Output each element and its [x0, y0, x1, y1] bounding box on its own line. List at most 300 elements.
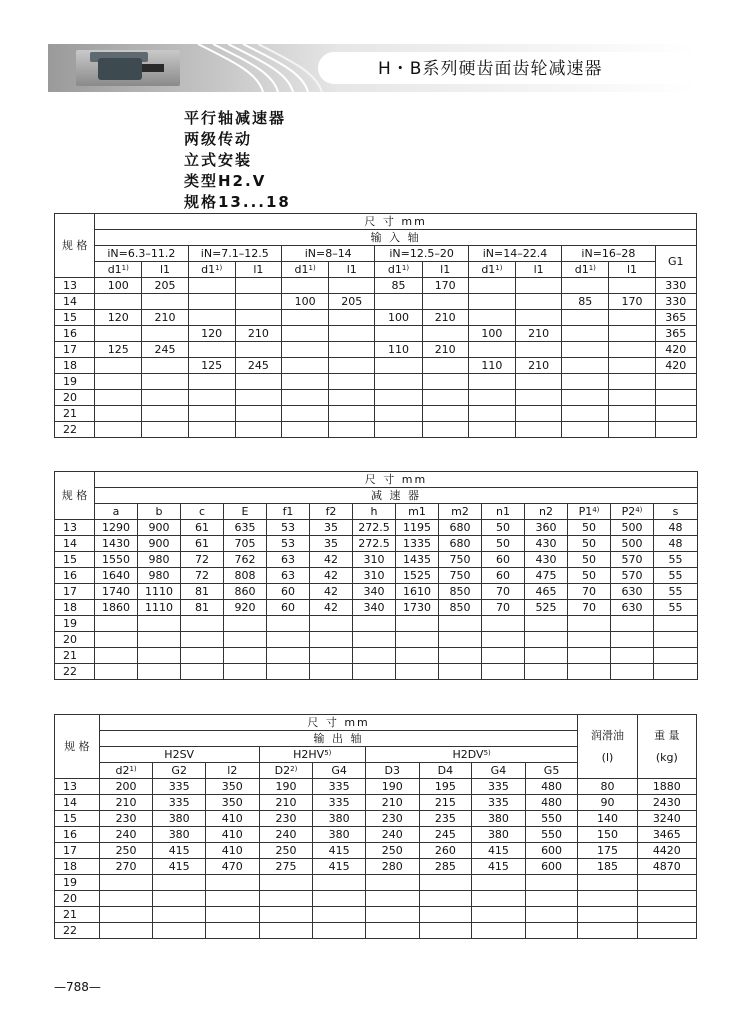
column-header	[353, 504, 396, 520]
column-symbol: d1	[107, 262, 122, 276]
value-cell	[422, 374, 468, 390]
value-cell	[525, 664, 568, 680]
column-header	[525, 504, 568, 520]
value-cell	[525, 907, 578, 923]
value-cell	[468, 310, 515, 326]
value-cell	[516, 310, 562, 326]
value-cell	[310, 648, 353, 664]
value-cell: 50	[568, 520, 611, 536]
footnote-ref: 5)	[483, 748, 491, 757]
value-cell: 210	[516, 326, 562, 342]
value-cell: 110	[468, 358, 515, 374]
value-cell: 53	[267, 520, 310, 536]
value-cell: 170	[609, 294, 655, 310]
size-cell: 20	[55, 891, 100, 907]
value-cell: 53	[267, 536, 310, 552]
value-cell: 310	[353, 568, 396, 584]
value-cell: 335	[313, 779, 366, 795]
value-cell: 70	[568, 600, 611, 616]
size-cell: 15	[55, 552, 95, 568]
value-cell	[259, 875, 313, 891]
value-cell	[142, 406, 188, 422]
column-header	[482, 504, 525, 520]
column-header	[568, 504, 611, 520]
value-cell: 900	[138, 520, 181, 536]
value-cell: 465	[525, 584, 568, 600]
value-cell: 270	[99, 859, 153, 875]
value-cell: 480	[525, 779, 578, 795]
column-symbol: a	[112, 504, 120, 518]
table-row	[55, 278, 697, 294]
value-cell	[153, 875, 206, 891]
value-cell: 850	[439, 584, 482, 600]
value-cell: 1110	[138, 584, 181, 600]
value-cell: 140	[578, 811, 637, 827]
value-cell: 420	[655, 358, 696, 374]
value-cell: 808	[224, 568, 267, 584]
value-cell: 750	[439, 568, 482, 584]
footnote-ref: 1)	[121, 263, 129, 272]
value-cell: 500	[611, 520, 654, 536]
size-cell: 14	[55, 536, 95, 552]
output-shaft-table	[54, 714, 697, 939]
value-cell	[611, 648, 654, 664]
value-cell	[235, 374, 281, 390]
size-cell: 19	[55, 374, 95, 390]
value-cell: 210	[516, 358, 562, 374]
d1-header	[375, 262, 422, 278]
value-cell: 630	[611, 584, 654, 600]
value-cell	[99, 891, 153, 907]
value-cell	[468, 294, 515, 310]
column-symbol: D2	[274, 763, 291, 777]
value-cell	[329, 406, 375, 422]
value-cell	[95, 406, 142, 422]
value-cell	[468, 342, 515, 358]
size-cell: 22	[55, 664, 95, 680]
table-row	[55, 875, 697, 891]
value-cell: 1880	[637, 779, 696, 795]
column-symbol: n2	[539, 504, 553, 518]
title-line: 平行轴减速器	[184, 109, 287, 127]
value-cell: 200	[99, 779, 153, 795]
value-cell: 240	[99, 827, 153, 843]
value-cell	[422, 294, 468, 310]
table-row	[55, 843, 697, 859]
value-cell	[396, 648, 439, 664]
value-cell: 350	[205, 779, 259, 795]
value-cell: 150	[578, 827, 637, 843]
value-cell: 430	[525, 536, 568, 552]
value-cell: 60	[267, 600, 310, 616]
column-header	[310, 504, 353, 520]
value-cell	[468, 278, 515, 294]
column-symbol: d2	[115, 763, 130, 777]
value-cell: 310	[353, 552, 396, 568]
value-cell: 205	[142, 278, 188, 294]
footnote-ref: 4)	[635, 505, 643, 514]
value-cell	[375, 422, 422, 438]
value-cell: 210	[99, 795, 153, 811]
value-cell	[472, 923, 526, 939]
value-cell: 85	[562, 294, 609, 310]
value-cell	[235, 422, 281, 438]
value-cell: 410	[205, 843, 259, 859]
table-row	[55, 648, 698, 664]
d1-header	[188, 262, 235, 278]
column-header	[138, 504, 181, 520]
value-cell: 210	[235, 326, 281, 342]
value-cell: 410	[205, 827, 259, 843]
value-cell: 850	[439, 600, 482, 616]
page-title: H・B系列硬齿面齿轮减速器	[378, 59, 603, 79]
table-row	[55, 891, 697, 907]
value-cell	[419, 875, 472, 891]
value-cell	[329, 390, 375, 406]
value-cell: 365	[655, 326, 696, 342]
value-cell	[181, 664, 224, 680]
value-cell: 415	[472, 859, 526, 875]
value-cell: 230	[99, 811, 153, 827]
column-symbol: G4	[490, 763, 507, 777]
value-cell: 195	[419, 779, 472, 795]
value-cell: 285	[419, 859, 472, 875]
value-cell	[516, 406, 562, 422]
value-cell	[281, 390, 328, 406]
value-cell	[609, 374, 655, 390]
column-symbol: b	[155, 504, 163, 518]
value-cell	[153, 891, 206, 907]
value-cell	[439, 632, 482, 648]
table-row	[55, 342, 697, 358]
size-cell: 20	[55, 632, 95, 648]
column-symbol: d1	[294, 262, 309, 276]
value-cell: 210	[365, 795, 419, 811]
value-cell: 72	[181, 552, 224, 568]
column-symbol: f1	[282, 504, 294, 518]
gear-reducer-photo	[76, 50, 180, 86]
value-cell	[224, 616, 267, 632]
value-cell: 125	[95, 342, 142, 358]
value-cell: 705	[224, 536, 267, 552]
value-cell: 380	[153, 811, 206, 827]
value-cell	[95, 390, 142, 406]
table-row	[55, 326, 697, 342]
value-cell: 240	[259, 827, 313, 843]
value-cell	[611, 664, 654, 680]
product-titles	[184, 108, 291, 213]
value-cell	[259, 891, 313, 907]
value-cell	[655, 406, 696, 422]
column-symbol: f2	[325, 504, 337, 518]
value-cell: 120	[188, 326, 235, 342]
value-cell: 81	[181, 600, 224, 616]
value-cell	[138, 632, 181, 648]
value-cell: 335	[313, 795, 366, 811]
value-cell: 70	[482, 584, 525, 600]
table-row	[55, 536, 698, 552]
column-symbol: G2	[171, 763, 187, 777]
value-cell	[153, 907, 206, 923]
value-cell: 230	[365, 811, 419, 827]
value-cell: 50	[482, 536, 525, 552]
footnote-ref: 1)	[308, 263, 316, 272]
g1-header: G1	[655, 246, 696, 278]
value-cell: 762	[224, 552, 267, 568]
value-cell	[525, 875, 578, 891]
column-symbol: H2DV	[452, 747, 484, 761]
value-cell: 380	[313, 811, 366, 827]
value-cell	[439, 616, 482, 632]
column-symbol: m2	[451, 504, 469, 518]
size-cell: 18	[55, 358, 95, 374]
value-cell	[609, 358, 655, 374]
value-cell	[138, 616, 181, 632]
value-cell	[235, 294, 281, 310]
value-cell	[95, 358, 142, 374]
value-cell	[609, 278, 655, 294]
column-symbol: E	[241, 504, 249, 518]
size-cell: 14	[55, 294, 95, 310]
value-cell	[609, 422, 655, 438]
value-cell: 380	[472, 827, 526, 843]
value-cell: 335	[153, 779, 206, 795]
value-cell	[525, 632, 568, 648]
value-cell	[267, 616, 310, 632]
value-cell	[181, 632, 224, 648]
ratio-header: iN=16–28	[562, 246, 655, 262]
value-cell: 245	[419, 827, 472, 843]
group-title: 输 入 轴	[95, 230, 697, 246]
value-cell	[142, 390, 188, 406]
value-cell: 3240	[637, 811, 696, 827]
value-cell	[419, 907, 472, 923]
value-cell: 330	[655, 278, 696, 294]
column-header	[153, 763, 206, 779]
value-cell	[482, 632, 525, 648]
value-cell: 630	[611, 600, 654, 616]
value-cell	[329, 358, 375, 374]
value-cell: 61	[181, 520, 224, 536]
l1-header: l1	[329, 262, 375, 278]
value-cell	[99, 907, 153, 923]
dimension-title: 尺 寸 mm	[99, 715, 578, 731]
value-cell: 600	[525, 843, 578, 859]
value-cell: 415	[153, 859, 206, 875]
table-row	[55, 907, 697, 923]
ratio-header: iN=7.1–12.5	[188, 246, 281, 262]
value-cell: 42	[310, 568, 353, 584]
title-line: 类型H2.V	[184, 172, 267, 190]
value-cell: 210	[142, 310, 188, 326]
column-symbol: D3	[384, 763, 400, 777]
value-cell: 50	[568, 552, 611, 568]
value-cell: 340	[353, 600, 396, 616]
value-cell	[396, 616, 439, 632]
value-cell	[142, 358, 188, 374]
value-cell	[562, 374, 609, 390]
footnote-ref: 1)	[495, 263, 503, 272]
value-cell	[188, 406, 235, 422]
value-cell	[609, 326, 655, 342]
value-cell: 125	[188, 358, 235, 374]
value-cell: 410	[205, 811, 259, 827]
column-symbol: G5	[543, 763, 560, 777]
value-cell	[235, 406, 281, 422]
size-cell: 19	[55, 616, 95, 632]
value-cell	[568, 616, 611, 632]
value-cell: 70	[568, 584, 611, 600]
column-header	[654, 504, 698, 520]
value-cell: 1435	[396, 552, 439, 568]
table-row	[55, 600, 698, 616]
value-cell: 1335	[396, 536, 439, 552]
title-line: 规格13...18	[184, 193, 291, 211]
value-cell: 60	[482, 552, 525, 568]
column-symbol: m1	[408, 504, 426, 518]
value-cell	[281, 310, 328, 326]
value-cell: 245	[142, 342, 188, 358]
value-cell: 250	[99, 843, 153, 859]
size-cell: 17	[55, 843, 100, 859]
column-header	[611, 504, 654, 520]
value-cell: 120	[95, 310, 142, 326]
value-cell: 1640	[95, 568, 138, 584]
value-cell: 420	[655, 342, 696, 358]
value-cell	[188, 342, 235, 358]
value-cell: 350	[205, 795, 259, 811]
value-cell: 1740	[95, 584, 138, 600]
column-symbol: P1	[578, 504, 593, 518]
value-cell	[95, 294, 142, 310]
column-symbol: l2	[227, 763, 238, 777]
footnote-ref: 1)	[401, 263, 410, 272]
value-cell	[281, 406, 328, 422]
value-cell: 1430	[95, 536, 138, 552]
column-symbol: s	[672, 504, 679, 518]
value-cell: 750	[439, 552, 482, 568]
value-cell: 380	[313, 827, 366, 843]
group-title: 输 出 轴	[99, 731, 578, 747]
value-cell	[637, 891, 696, 907]
size-cell: 20	[55, 390, 95, 406]
value-cell	[365, 907, 419, 923]
row-header-label: 规 格	[55, 715, 100, 779]
size-cell: 15	[55, 310, 95, 326]
value-cell: 240	[365, 827, 419, 843]
value-cell: 980	[138, 552, 181, 568]
value-cell	[482, 664, 525, 680]
table-row	[55, 632, 698, 648]
value-cell	[375, 294, 422, 310]
value-cell	[95, 664, 138, 680]
value-cell	[353, 632, 396, 648]
footnote-ref: 1)	[129, 764, 137, 773]
title-line: 立式安装	[184, 151, 253, 169]
d1-header	[562, 262, 609, 278]
value-cell	[637, 923, 696, 939]
value-cell: 570	[611, 552, 654, 568]
table-row	[55, 795, 697, 811]
value-cell: 480	[525, 795, 578, 811]
value-cell: 81	[181, 584, 224, 600]
value-cell: 210	[422, 342, 468, 358]
value-cell	[375, 326, 422, 342]
table-row	[55, 310, 697, 326]
value-cell: 42	[310, 552, 353, 568]
value-cell: 235	[419, 811, 472, 827]
value-cell	[95, 648, 138, 664]
table-row	[55, 827, 697, 843]
value-cell	[655, 374, 696, 390]
value-cell: 55	[654, 600, 698, 616]
value-cell	[224, 664, 267, 680]
value-cell	[609, 390, 655, 406]
value-cell	[516, 278, 562, 294]
value-cell	[525, 616, 568, 632]
footnote-ref: 5)	[324, 748, 332, 757]
page-number: —788—	[54, 980, 101, 994]
value-cell	[310, 632, 353, 648]
value-cell	[142, 326, 188, 342]
value-cell	[281, 374, 328, 390]
value-cell: 230	[259, 811, 313, 827]
size-cell: 21	[55, 406, 95, 422]
value-cell	[235, 310, 281, 326]
value-cell	[516, 390, 562, 406]
value-cell	[562, 278, 609, 294]
value-cell	[235, 342, 281, 358]
value-cell	[205, 875, 259, 891]
value-cell	[142, 294, 188, 310]
value-cell	[259, 923, 313, 939]
dimension-title: 尺 寸 mm	[95, 472, 698, 488]
value-cell: 330	[655, 294, 696, 310]
value-cell: 55	[654, 584, 698, 600]
value-cell: 260	[419, 843, 472, 859]
value-cell	[578, 923, 637, 939]
value-cell: 980	[138, 568, 181, 584]
value-cell: 210	[422, 310, 468, 326]
value-cell	[611, 632, 654, 648]
value-cell: 250	[365, 843, 419, 859]
value-cell: 475	[525, 568, 568, 584]
value-cell	[472, 907, 526, 923]
value-cell	[224, 632, 267, 648]
size-cell: 16	[55, 568, 95, 584]
value-cell: 335	[153, 795, 206, 811]
d1-header	[281, 262, 328, 278]
value-cell	[525, 923, 578, 939]
value-cell: 3465	[637, 827, 696, 843]
table-row	[55, 406, 697, 422]
value-cell	[267, 648, 310, 664]
value-cell: 2430	[637, 795, 696, 811]
value-cell: 245	[235, 358, 281, 374]
value-cell: 63	[267, 552, 310, 568]
column-header	[95, 504, 138, 520]
value-cell: 50	[568, 568, 611, 584]
value-cell	[654, 616, 698, 632]
column-symbol: n1	[496, 504, 510, 518]
column-symbol: d1	[387, 262, 402, 276]
table-row	[55, 664, 698, 680]
column-header	[224, 504, 267, 520]
value-cell	[235, 278, 281, 294]
value-cell	[654, 664, 698, 680]
d1-header	[95, 262, 142, 278]
column-header	[365, 763, 419, 779]
